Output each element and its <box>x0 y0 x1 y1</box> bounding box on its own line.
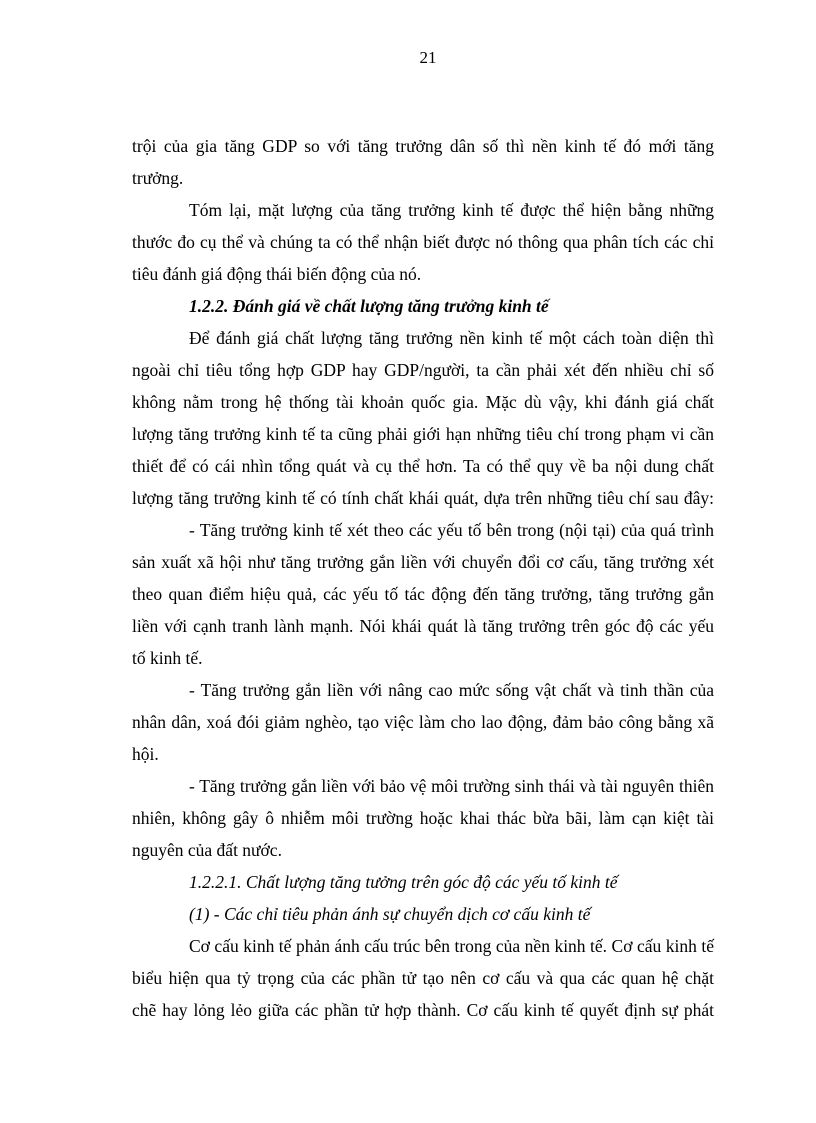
paragraph-line: Tóm lại, mặt lượng của tăng trưởng kinh tế được thể hiện bằng những <box>189 200 714 220</box>
paragraph-line: lượng tăng trưởng kinh tế có tính chất khái quát, dựa trên những tiêu chí sau đây: <box>132 488 714 508</box>
paragraph-line: nhiên, không gây ô nhiễm môi trường hoặc khai thác bừa bãi, làm cạn kiệt tài <box>132 808 714 828</box>
paragraph-line: Cơ cấu kinh tế phản ánh cấu trúc bên trong của nền kinh tế. Cơ cấu kinh tế <box>189 936 714 956</box>
document-body <box>132 130 714 1026</box>
paragraph-line: không nằm trong hệ thống tài khoản quốc gia. Mặc dù vậy, khi đánh giá chất <box>132 392 714 412</box>
bullet-line: - Tăng trưởng kinh tế xét theo các yếu tố bên trong (nội tại) của quá trình <box>189 520 714 540</box>
paragraph-line: tố kinh tế. <box>132 648 203 668</box>
paragraph-line: sản xuất xã hội như tăng trưởng gắn liền với chuyển đổi cơ cấu, tăng trưởng xét <box>132 552 714 572</box>
page-number: 21 <box>419 48 437 67</box>
bullet-line: - Tăng trưởng gắn liền với bảo vệ môi trường sinh thái và tài nguyên thiên <box>189 776 714 796</box>
paragraph-line: chẽ hay lỏng lẻo giữa các phần tử hợp thành. Cơ cấu kinh tế quyết định sự phát <box>132 1000 714 1020</box>
paragraph-line: thiết để có cái nhìn tổng quát và cụ thể hơn. Ta có thể quy về ba nội dung chất <box>132 456 714 476</box>
bullet-line: - Tăng trưởng gắn liền với nâng cao mức sống vật chất và tinh thần của <box>189 680 714 700</box>
paragraph-line: lượng tăng trưởng kinh tế ta cũng phải giới hạn những tiêu chí trong phạm vi cần <box>132 424 714 444</box>
paragraph-line: Để đánh giá chất lượng tăng trưởng nền kinh tế một cách toàn diện thì <box>189 328 714 348</box>
paragraph-line: biểu hiện qua tỷ trọng của các phần tử tạo nên cơ cấu và qua các quan hệ chặt <box>132 968 714 988</box>
paragraph-line: theo quan điểm hiệu quả, các yếu tố tác động đến tăng trưởng, tăng trưởng gắn <box>132 584 714 604</box>
subsection-heading: 1.2.2.1. Chất lượng tăng tưởng trên góc độ các yếu tố kinh tế <box>189 872 618 892</box>
paragraph-line: thước đo cụ thể và chúng ta có thể nhận biết được nó thông qua phân tích các chỉ <box>132 232 714 252</box>
paragraph-line: nguyên của đất nước. <box>132 840 282 860</box>
paragraph-line: trưởng. <box>132 168 184 188</box>
subsection-heading: (1) - Các chỉ tiêu phản ánh sự chuyển dịch cơ cấu kinh tế <box>189 904 591 924</box>
paragraph-line: tiêu đánh giá động thái biến động của nó. <box>132 264 422 284</box>
paragraph-line: trội của gia tăng GDP so với tăng trưởng dân số thì nền kinh tế đó mới tăng <box>132 136 714 156</box>
paragraph-line: hội. <box>132 744 159 764</box>
paragraph-line: ngoài chỉ tiêu tổng hợp GDP hay GDP/người, ta cần phải xét đến nhiều chỉ số <box>132 360 714 380</box>
paragraph-line: liền với cạnh tranh lành mạnh. Nói khái quát là tăng trưởng trên góc độ các yếu <box>132 616 714 636</box>
section-heading: 1.2.2. Đánh giá về chất lượng tăng trưởng kinh tế <box>189 296 549 316</box>
paragraph-line: nhân dân, xoá đói giảm nghèo, tạo việc làm cho lao động, đảm bảo công bằng xã <box>132 712 714 732</box>
